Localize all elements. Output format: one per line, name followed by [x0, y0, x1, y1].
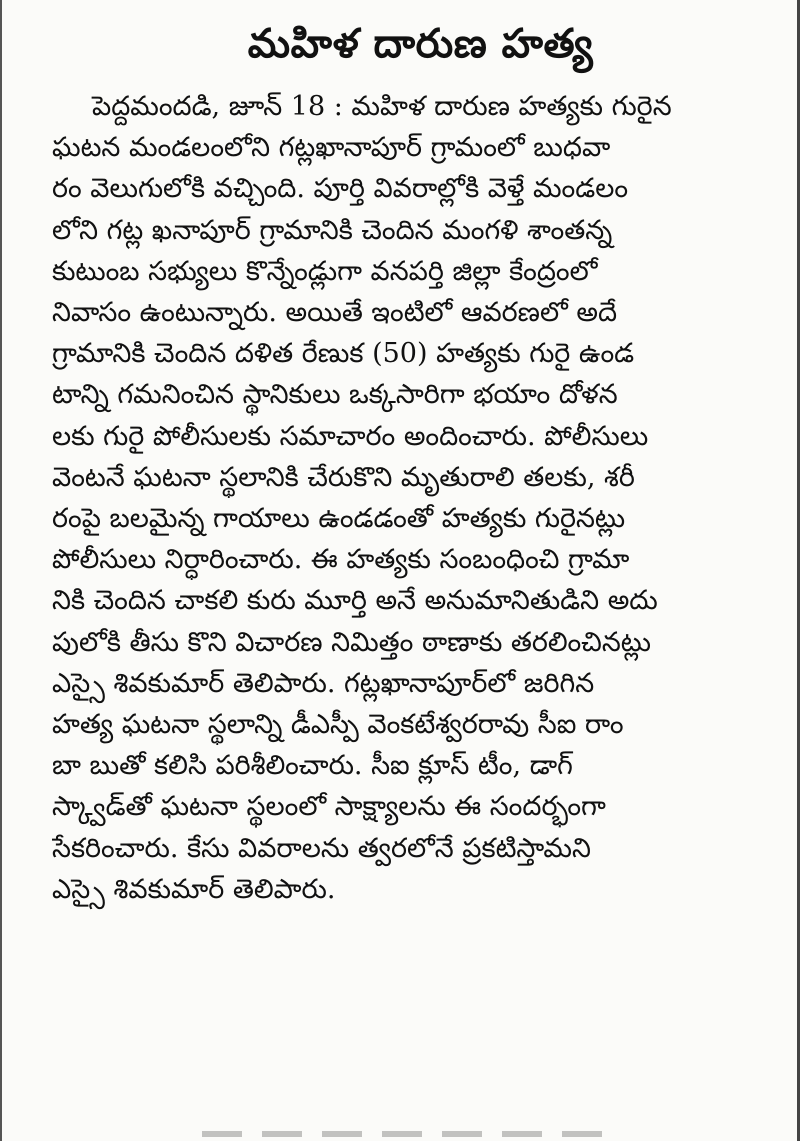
article-line: స్క్వాడ్‌తో ఘటనా స్థలంలో సాక్ష్యాలను ఈ సందర్భంగా: [52, 791, 606, 823]
clipping-edge: [202, 1131, 617, 1137]
article-line: వెంటనే ఘటనా స్థలానికి చేరుకొని మృతురాలి తలకు, శరీ: [52, 461, 635, 493]
article-line: రం వెలుగులోకి వచ్చింది. పూర్తి వివరాల్లోకి వెళ్తే మండలం: [52, 173, 629, 205]
article-line: బా బుతో కలిసి పరిశీలించారు. సీఐ క్లూస్ టీం, డాగ్: [52, 750, 573, 782]
article-line: హత్య ఘటనా స్థలాన్ని డీఎస్పీ వెంకటేశ్వరరావు సీఐ రాం: [52, 709, 624, 741]
article-line: ఘటన మండలంలోని గట్లఖానాపూర్ గ్రామంలో బుధవా: [52, 132, 611, 164]
article-line: నికి చెందిన చాకలి కురు మూర్తి అనే అనుమానితుడిని అదు: [52, 585, 658, 617]
article-line: లకు గురై పోలీసులకు సమాచారం అందించారు. పోలీసులు: [52, 420, 649, 452]
article-line: పులోకి తీసు కొని విచారణ నిమిత్తం ఠాణాకు తరలించినట్లు: [52, 626, 651, 658]
article-line: ఎస్సై శివకుమార్ తెలిపారు. గట్లఖానాపూర్‌లో జరిగిన: [52, 667, 595, 699]
article-line: నివాసం ఉంటున్నారు. అయితే ఇంటిలో ఆవరణలో అదే: [52, 297, 618, 329]
article-line: గ్రామానికి చెందిన దళిత రేణుక (50) హత్యకు గురై ఉండ: [52, 338, 635, 370]
article-line: పోలీసులు నిర్ధారించారు. ఈ హత్యకు సంబంధించి గ్రామా: [52, 544, 630, 576]
article-line: రంపై బలమైన్న గాయాలు ఉండడంతో హత్యకు గురైనట్లు: [52, 503, 626, 535]
article-line: ఎస్సై శివకుమార్ తెలిపారు.: [52, 873, 336, 905]
article-line: కుటుంబ సభ్యులు కొన్నేండ్లుగా వనపర్తి జిల్లా కేంద్రంలో: [52, 255, 598, 287]
headline: మహిళ దారుణ హత్య: [247, 21, 594, 67]
article-line: లోని గట్ల ఖనాపూర్ గ్రామానికి చెందిన మంగళి శాంతన్న: [52, 214, 613, 246]
article-line: టాన్ని గమనించిన స్థానికులు ఒక్కసారిగా భయాం దోళన: [52, 379, 618, 411]
article-line: సేకరించారు. కేసు వివరాలను త్వరలోనే ప్రకటిస్తామని: [52, 832, 591, 864]
article-line: పెద్దమందడి, జూన్ 18 : మహిళ దారుణ హత్యకు గురైన: [92, 91, 672, 122]
article-body: [52, 86, 769, 910]
